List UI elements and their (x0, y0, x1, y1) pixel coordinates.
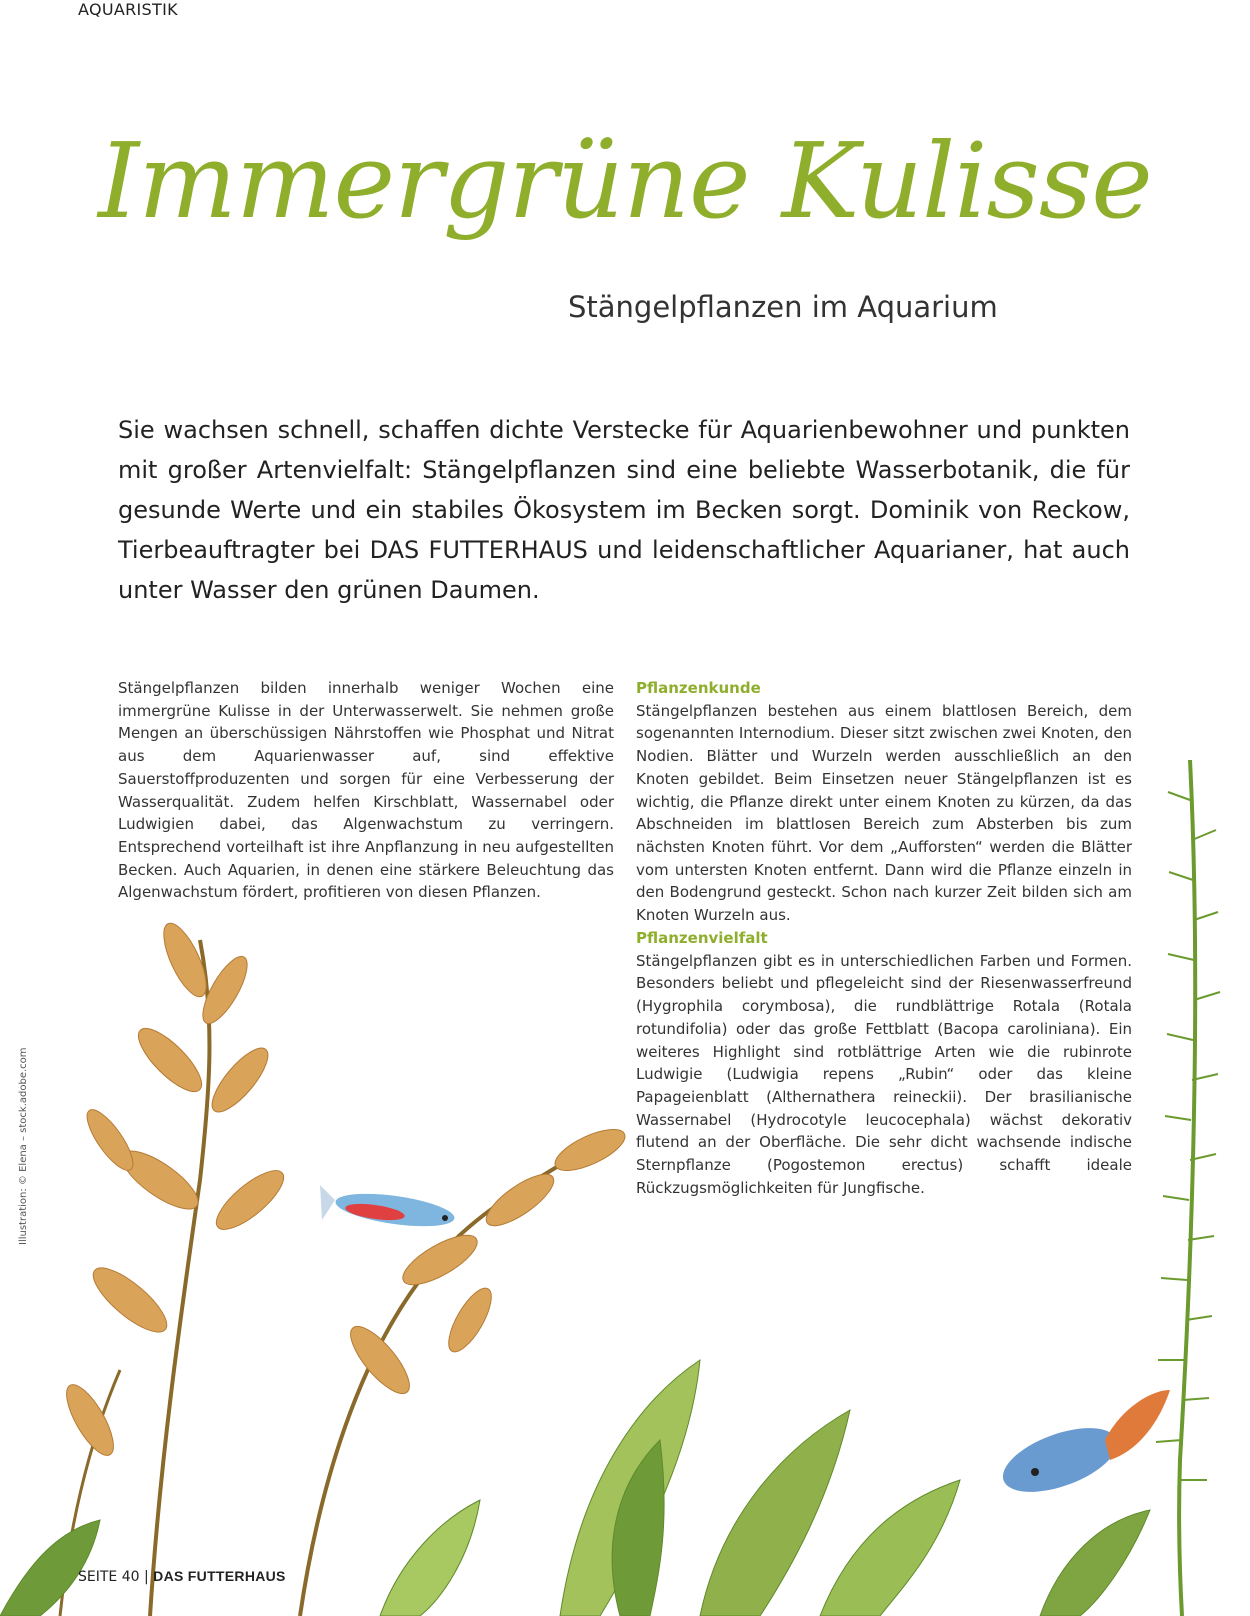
page-title: Immergrüne Kulisse (98, 120, 1152, 242)
page-subtitle: Stängelpflanzen im Aquarium (568, 290, 998, 324)
guppy-fish-illustration (995, 1390, 1170, 1505)
section-label: AQUARISTIK (78, 0, 178, 19)
section-heading: Pflanzenvielfalt (636, 929, 768, 947)
illustration-credit: Illustration: © Elena – stock.adobe.com (18, 1047, 29, 1245)
intro-paragraph: Sie wachsen schnell, schaffen dichte Verstecke für Aquarienbewohner und punkten mit großer Artenvielfalt: Stängelpflanzen sind eine beliebte Wasserbotanik, die für gesunde Werte und ein stabiles Ökosystem im Becken sorgt. Dominik von Reckow, Tierbeauftragter bei DAS FUTTERHAUS und leidenschaftlicher Aquarianer, hat auch unter Wasser den grünen Daumen. (118, 416, 1130, 604)
section-heading: Pflanzenkunde (636, 679, 761, 697)
brand-name: DAS FUTTERHAUS (153, 1568, 286, 1584)
feather-plant-illustration (1156, 760, 1220, 1616)
body-paragraph: Stängelpflanzen bilden innerhalb weniger Wochen eine immergrüne Kulisse in der Unterwasserwelt. Sie nehmen große Mengen an überschüssigen Nährstoffen wie Phosphat und Nitrat aus dem Aquarienwasser auf, sind effektive Sauerstoffproduzenten und sorgen für eine Verbesserung der Wasserqualität. Zudem helfen Kirschblatt, Wassernabel oder Ludwigien dabei, das Algenwachstum zu verringern. Entsprechend vorteilhaft ist ihre Anpflanzung in neu aufgestellten Becken. Auch Aquarien, in denen eine stärkere Beleuchtung das Algenwachstum fördert, profitieren von diesen Pflanzen. (118, 679, 614, 902)
section-text: Stängelpflanzen gibt es in unterschiedlichen Farben und Formen. Besonders beliebt und pflegeleicht sind der Riesenwasserfreund (Hygrophila corymbosa), die rundblättrige Rotala (Rotala rotundifolia) oder das große Fettblatt (Bacopa caroliniana). Ein weiteres Highlight sind rotblättrige Arten wie die rubinrote Ludwigie (Ludwigia repens „Rubin“ oder das kleine Papageienblatt (Althernathera reineckii). Der brasilianische Wassernabel (Hydrocotyle leucocephala) wächst dekorativ flutend an der Oberfläche. Die sehr dicht wachsende indische Sternpflanze (Pogostemon erectus) schafft ideale Rückzugsmöglichkeiten für Jungfische. (636, 951, 1132, 1197)
page-number: SEITE 40 | (78, 1569, 149, 1585)
aquarium-plant-illustration (0, 760, 1250, 1616)
ludwigia-plant-illustration (58, 918, 630, 1616)
neon-fish-illustration (320, 1185, 456, 1232)
page-footer (78, 1568, 286, 1585)
section-text: Stängelpflanzen bestehen aus einem blattlosen Bereich, dem sogenannten Internodium. Dieser sitzt zwischen zwei Knoten, den Nodien. Blätter und Wurzeln werden ausschließlich an den Knoten gebildet. Beim Einsetzen neuer Stängelpflanzen ist es wichtig, die Pflanze direkt unter einem Knoten zu kürzen, da das Abschneiden im blattlosen Bereich zum Absterben bis zum nächsten Knoten führt. Vor dem „Aufforsten“ werden die Blätter vom untersten Knoten entfernt. Dann wird die Pflanze einzeln in den Bodengrund gesteckt. Schon nach kurzer Zeit bilden sich am Knoten Wurzeln aus. (636, 701, 1132, 925)
